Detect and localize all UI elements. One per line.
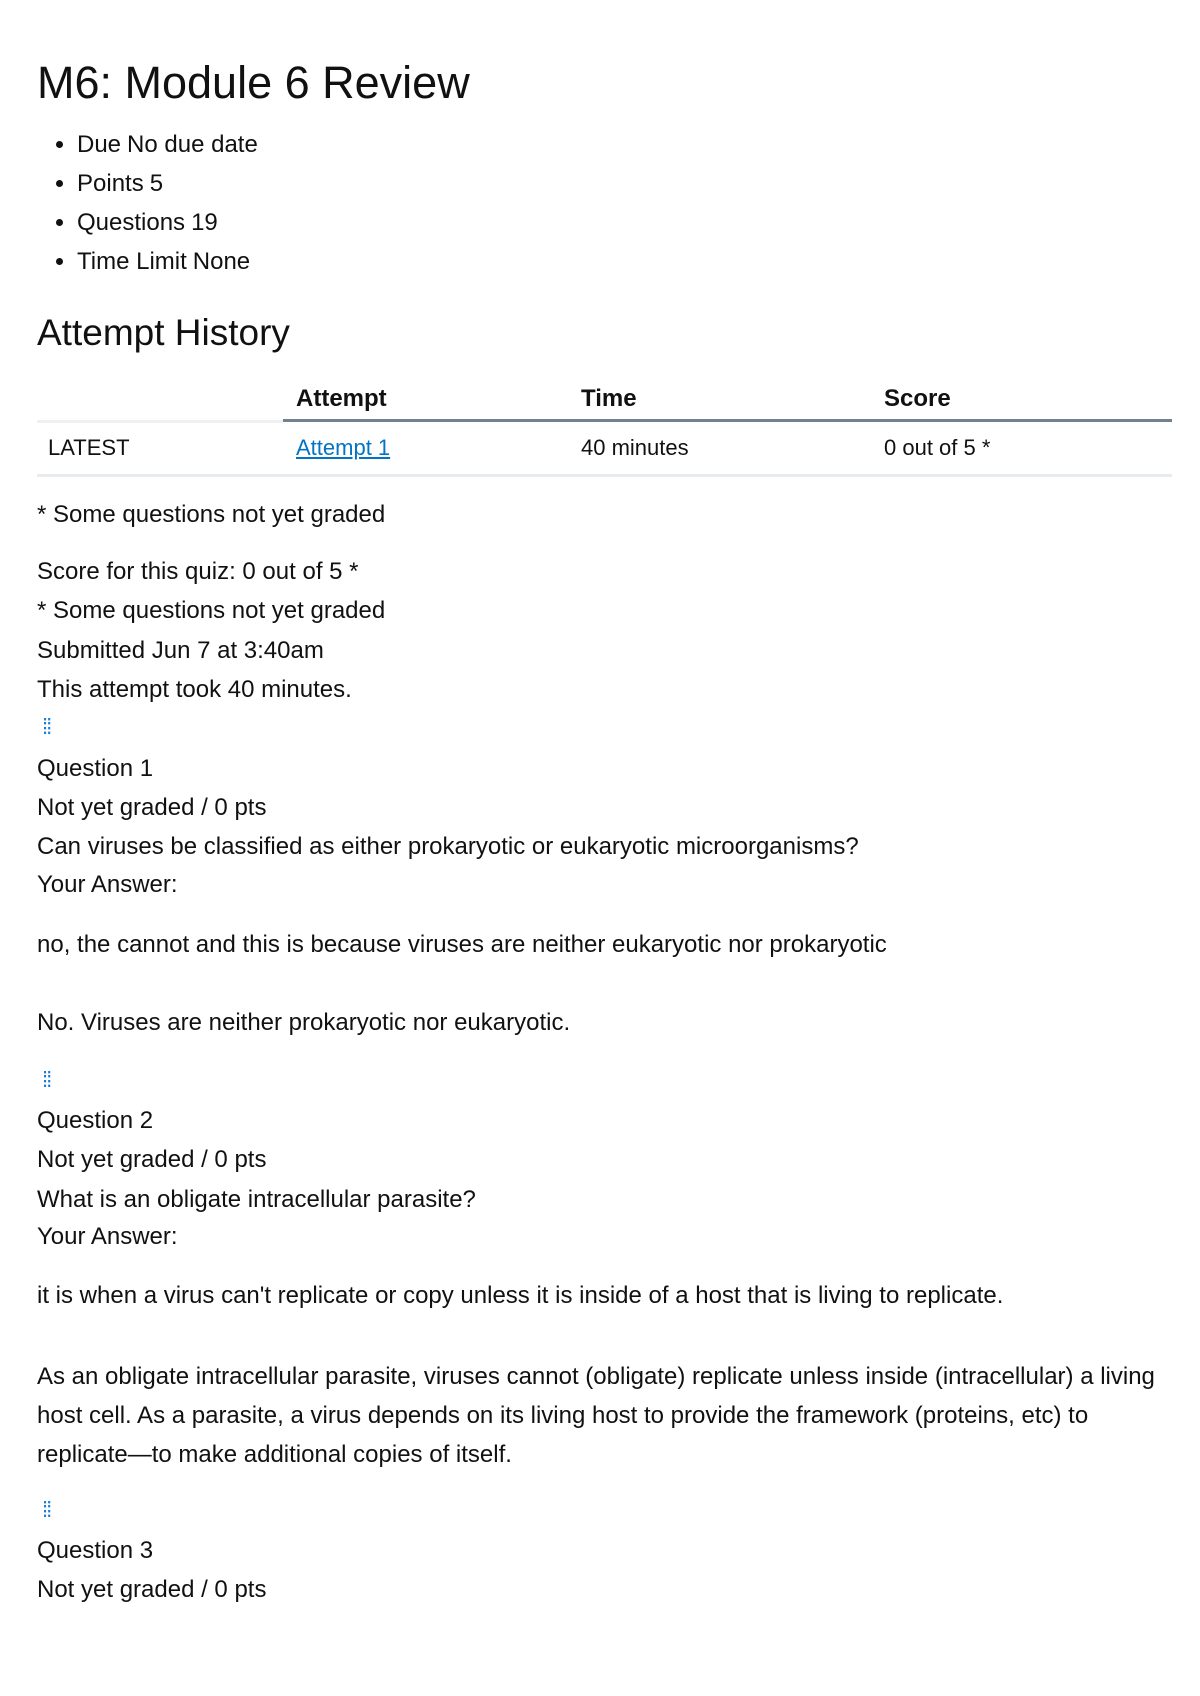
question-text: Can viruses be classified as either prokaryotic or eukaryotic microorganisms?: [37, 833, 859, 860]
divider: [283, 419, 1172, 422]
question-status: Not yet graded / 0 pts: [37, 1576, 267, 1603]
attempt-time: 40 minutes: [581, 435, 689, 460]
attempt-1-link[interactable]: Attempt 1: [296, 435, 391, 460]
correct-answer: No. Viruses are neither prokaryotic nor eukaryotic.: [37, 1009, 571, 1036]
submitted-time: Submitted Jun 7 at 3:40am: [37, 637, 324, 664]
grading-note: * Some questions not yet graded: [37, 597, 386, 624]
quiz-score: Score for this quiz: 0 out of 5 *: [37, 558, 359, 585]
detail-points: • Points 5: [77, 170, 258, 209]
divider: [37, 420, 283, 423]
question-title: Question 2: [37, 1107, 154, 1134]
student-answer: no, the cannot and this is because viruses are neither eukaryotic nor prokaryotic: [37, 931, 887, 958]
header-attempt: Attempt: [296, 385, 387, 412]
attempt-history-table: [37, 380, 1172, 476]
attempt-score: 0 out of 5 *: [884, 435, 991, 460]
latest-tag: LATEST: [48, 435, 130, 460]
question-status: Not yet graded / 0 pts: [37, 1146, 267, 1173]
quiz-details: [37, 131, 258, 287]
footnote: * Some questions not yet graded: [37, 501, 386, 528]
page-title: M6: Module 6 Review: [37, 57, 470, 108]
question-title: Question 1: [37, 755, 154, 782]
detail-due: • Due No due date: [77, 131, 258, 170]
detail-time-limit: • Time Limit None: [77, 248, 258, 287]
student-answer: it is when a virus can't replicate or copy unless it is inside of a host that is living to replicate.: [37, 1282, 1004, 1309]
question-status: Not yet graded / 0 pts: [37, 794, 267, 821]
question-title: Question 3: [37, 1537, 154, 1564]
drag-handle-icon[interactable]: ⁞⁞: [42, 714, 51, 739]
your-answer-label: Your Answer:: [37, 1223, 178, 1250]
correct-answer: As an obligate intracellular parasite, viruses cannot (obligate) replicate unless inside (intracellular) a living host cell. As a parasite, a virus depends on its living host to provide the framework (proteins, etc) to replicate—to make additional copies of itself.: [37, 1363, 1155, 1468]
your-answer-label: Your Answer:: [37, 871, 178, 898]
question-text: What is an obligate intracellular parasite?: [37, 1186, 476, 1213]
drag-handle-icon[interactable]: ⁞⁞: [42, 1067, 51, 1092]
header-score: Score: [884, 385, 951, 412]
attempt-duration: This attempt took 40 minutes.: [37, 676, 352, 703]
header-time: Time: [581, 385, 637, 412]
attempt-history-heading: Attempt History: [37, 312, 290, 353]
detail-questions: • Questions 19: [77, 209, 258, 248]
drag-handle-icon[interactable]: ⁞⁞: [42, 1497, 51, 1522]
divider: [37, 474, 1172, 477]
